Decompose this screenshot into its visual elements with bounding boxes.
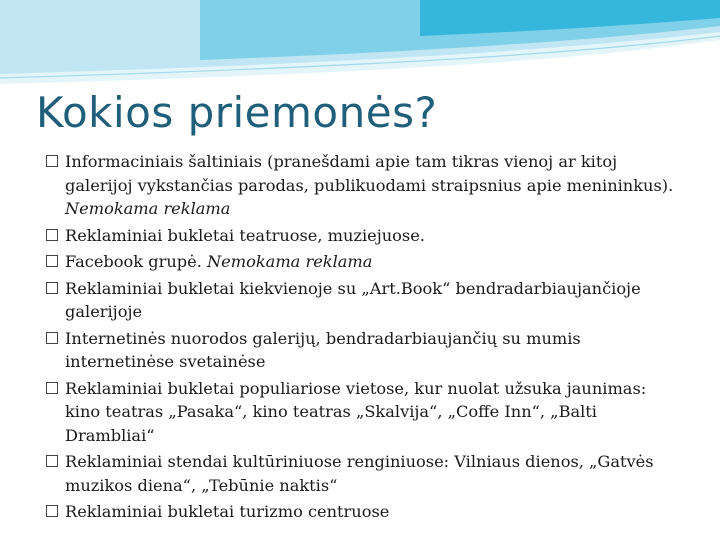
square-bullet-icon (46, 455, 58, 467)
list-item (46, 327, 686, 374)
item-text: Reklaminiai bukletai populiariose vietose, kur nuolat užsuka jaunimas: kino teatras „Pasaka“, kino teatras „Skalvija“, „Coffe Inn“, „Balti Drambliai“ (65, 378, 647, 445)
square-bullet-icon (46, 229, 58, 241)
square-bullet-icon (46, 155, 58, 167)
list-item (46, 277, 686, 324)
item-text: Informaciniais šaltiniais (pranešdami apie tam tikras vienoj ar kitoj galerijoj vykstančias parodas, publikuodami straipsnius apie menininkus). (65, 152, 674, 195)
square-bullet-icon (46, 282, 58, 294)
list-item (46, 500, 686, 524)
bullet-list (46, 150, 686, 527)
item-text: Reklaminiai bukletai kiekvienoje su „Art.Book“ bendradarbiaujančioje galerijoje (65, 278, 641, 321)
square-bullet-icon (46, 255, 58, 267)
item-emphasis: Nemokama reklama (65, 199, 231, 218)
square-bullet-icon (46, 382, 58, 394)
item-text: Internetinės nuorodos galerijų, bendradarbiaujančių su mumis internetinėse svetainėse (65, 328, 581, 371)
slide-title: Kokios priemonės? (36, 88, 438, 137)
item-text: Reklaminiai stendai kultūriniuose renginiuose: Vilniaus dienos, „Gatvės muzikos diena“, „Tebūnie naktis“ (65, 452, 654, 495)
square-bullet-icon (46, 332, 58, 344)
list-item (46, 450, 686, 497)
list-item (46, 224, 686, 248)
square-bullet-icon (46, 505, 58, 517)
header-wave-decoration (0, 0, 720, 90)
list-item (46, 150, 686, 221)
item-text: Reklaminiai bukletai turizmo centruose (65, 502, 390, 521)
item-emphasis: Nemokama reklama (207, 252, 373, 271)
list-item (46, 250, 686, 274)
list-item (46, 377, 686, 448)
item-text: Facebook grupė. (65, 252, 202, 271)
item-text: Reklaminiai bukletai teatruose, muziejuose. (65, 225, 425, 245)
